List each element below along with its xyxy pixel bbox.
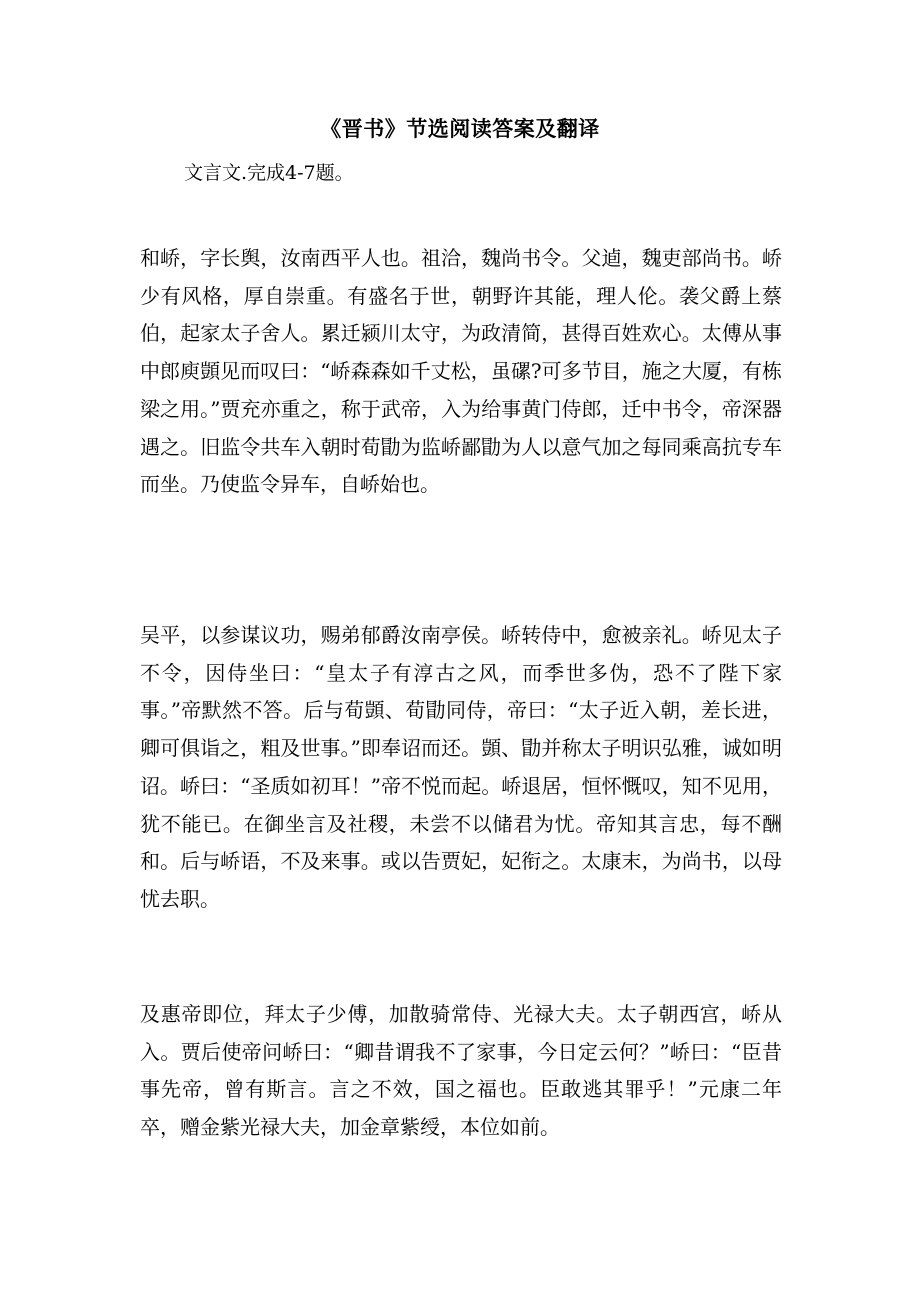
- paragraph-1: 和峤，字长舆，汝南西平人也。祖洽，魏尚书令。父逌，魏吏部尚书。峤少有风格，厚自崇重。有盛名于世，朝野许其能，理人伦。袭父爵上蔡伯，起家太子舍人。累迁颍川太守，为政清简，甚得百姓欢心。太傅从事中郎庾顗见而叹曰：“峤森森如千丈松，虽磥?可多节目，施之大厦，有栋梁之用。”贾充亦重之，称于武帝，入为给事黄门侍郎，迁中书令，帝深器遇之。旧监令共车入朝时荀勖为监峤鄙勖为人以意气加之每同乘高抗专车而坐。乃使监令异车，自峤始也。: [140, 246, 782, 497]
- paragraph-2: 吴平，以参谋议功，赐弟郁爵汝南亭侯。峤转侍中，愈被亲礼。峤见太子不令，因侍坐曰：“皇太子有淳古之风，而季世多伪，恐不了陛下家事。”帝默然不答。后与荀顗、荀勖同侍，帝曰：“太子近入朝，差长进，卿可俱诣之，粗及世事。”即奉诏而还。顗、勖并称太子明识弘雅，诚如明诏。峤曰：“圣质如初耳！”帝不悦而起。峤退居，恒怀慨叹，知不见用，犹不能已。在御坐言及社稷，未尝不以储君为忧。帝知其言忠，每不酬和。后与峤语，不及来事。或以告贾妃，妃衔之。太康末，为尚书，以母忧去职。: [140, 623, 782, 911]
- paragraph-3: 及惠帝即位，拜太子少傅，加散骑常侍、光禄大夫。太子朝西宫，峤从入。贾后使帝问峤曰：“卿昔谓我不了家事，今日定云何？”峤曰：“臣昔事先帝，曾有斯言。言之不效，国之福也。臣敢逃其罪乎！”元康二年卒，赠金紫光禄大夫，加金章紫绶，本位如前。: [140, 1002, 782, 1140]
- document-title: 《晋书》节选阅读答案及翻译: [320, 116, 600, 141]
- instruction-line: 文言文.完成4-7题。: [184, 162, 354, 184]
